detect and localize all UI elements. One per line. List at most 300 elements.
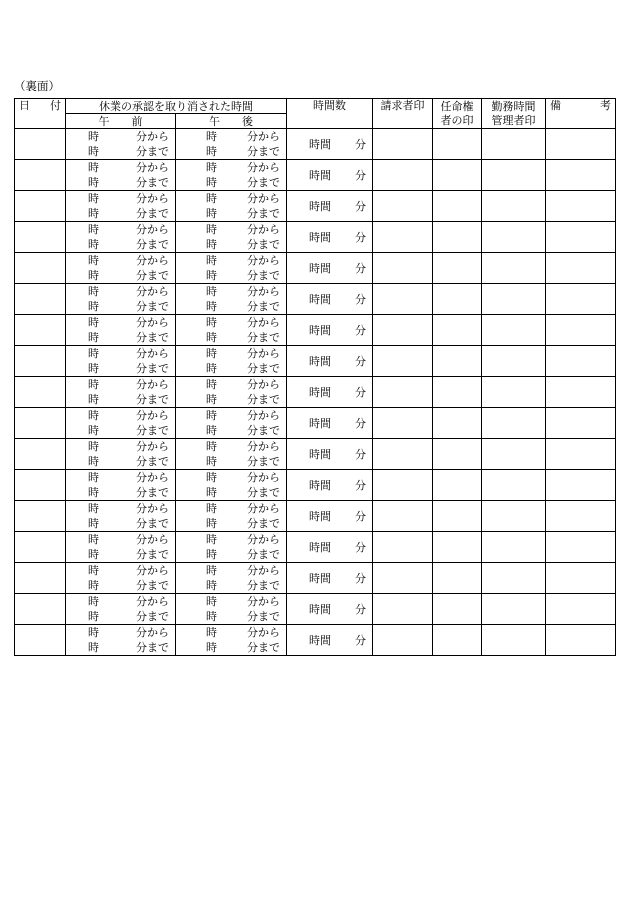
- date-cell[interactable]: [15, 129, 66, 160]
- requester-seal-cell[interactable]: [373, 253, 433, 284]
- pm-time-cell[interactable]: [176, 160, 287, 191]
- am-end-minute-label: 分まで: [136, 269, 169, 282]
- header-appointer-seal-line2: 者の印: [440, 113, 474, 127]
- pm-end-hour-label: 時: [206, 393, 217, 406]
- minutes-label: 分: [355, 571, 366, 585]
- am-start-hour-label: 時: [88, 626, 99, 639]
- pm-time-cell[interactable]: [176, 439, 287, 470]
- pm-end-minute-label: 分まで: [247, 362, 280, 375]
- pm-start-minute-label: 分から: [247, 192, 280, 205]
- am-end-minute-label: 分まで: [136, 176, 169, 189]
- am-start-minute-label: 分から: [136, 502, 169, 515]
- pm-end-hour-label: 時: [206, 486, 217, 499]
- date-cell[interactable]: [15, 253, 66, 284]
- requester-seal-cell[interactable]: [373, 222, 433, 253]
- remarks-cell[interactable]: [546, 594, 616, 625]
- requester-seal-cell[interactable]: [373, 284, 433, 315]
- am-end-minute-label: 分まで: [136, 455, 169, 468]
- am-time-cell[interactable]: [66, 470, 176, 501]
- hours-cell[interactable]: [287, 377, 373, 408]
- header-requester-seal: [373, 99, 433, 129]
- am-end-hour-label: 時: [88, 579, 99, 592]
- table-row: [15, 346, 616, 377]
- header-am-char2: 前: [131, 114, 143, 128]
- am-start-minute-label: 分から: [136, 130, 169, 143]
- am-time-cell[interactable]: [66, 439, 176, 470]
- manager-seal-cell[interactable]: [482, 532, 546, 563]
- appointer-seal-cell[interactable]: [433, 594, 482, 625]
- pm-start-hour-label: 時: [206, 533, 217, 546]
- am-end-minute-label: 分まで: [136, 641, 169, 654]
- am-end-minute-label: 分まで: [136, 393, 169, 406]
- table-row: [15, 129, 616, 160]
- pm-end-minute-label: 分まで: [247, 455, 280, 468]
- date-cell[interactable]: [15, 377, 66, 408]
- am-time-cell[interactable]: [66, 377, 176, 408]
- manager-seal-cell[interactable]: [482, 346, 546, 377]
- am-start-minute-label: 分から: [136, 223, 169, 236]
- pm-end-hour-label: 時: [206, 424, 217, 437]
- pm-end-hour-label: 時: [206, 579, 217, 592]
- am-end-minute-label: 分まで: [136, 486, 169, 499]
- am-time-cell[interactable]: [66, 408, 176, 439]
- appointer-seal-cell[interactable]: [433, 129, 482, 160]
- am-start-hour-label: 時: [88, 440, 99, 453]
- am-end-hour-label: 時: [88, 486, 99, 499]
- manager-seal-cell[interactable]: [482, 160, 546, 191]
- pm-end-hour-label: 時: [206, 269, 217, 282]
- pm-time-cell[interactable]: [176, 191, 287, 222]
- page-side-label: （裏面）: [14, 79, 60, 93]
- pm-start-minute-label: 分から: [247, 161, 280, 174]
- hours-label: 時間: [309, 323, 331, 337]
- appointer-seal-cell[interactable]: [433, 222, 482, 253]
- am-start-hour-label: 時: [88, 285, 99, 298]
- pm-start-hour-label: 時: [206, 502, 217, 515]
- pm-end-hour-label: 時: [206, 455, 217, 468]
- manager-seal-cell[interactable]: [482, 470, 546, 501]
- am-end-minute-label: 分まで: [136, 145, 169, 158]
- hours-cell[interactable]: [287, 253, 373, 284]
- table-row: [15, 532, 616, 563]
- pm-end-hour-label: 時: [206, 362, 217, 375]
- pm-start-minute-label: 分から: [247, 595, 280, 608]
- hours-cell[interactable]: [287, 532, 373, 563]
- hours-cell[interactable]: [287, 563, 373, 594]
- am-end-hour-label: 時: [88, 517, 99, 530]
- hours-cell[interactable]: [287, 284, 373, 315]
- pm-end-minute-label: 分まで: [247, 486, 280, 499]
- pm-start-hour-label: 時: [206, 285, 217, 298]
- am-start-hour-label: 時: [88, 378, 99, 391]
- pm-start-hour-label: 時: [206, 471, 217, 484]
- remarks-cell[interactable]: [546, 253, 616, 284]
- requester-seal-cell[interactable]: [373, 594, 433, 625]
- appointer-seal-cell[interactable]: [433, 160, 482, 191]
- hours-cell[interactable]: [287, 408, 373, 439]
- am-time-cell[interactable]: [66, 625, 176, 656]
- am-start-hour-label: 時: [88, 502, 99, 515]
- appointer-seal-cell[interactable]: [433, 532, 482, 563]
- pm-end-hour-label: 時: [206, 331, 217, 344]
- header-am-char1: 午: [98, 114, 110, 128]
- pm-time-cell[interactable]: [176, 377, 287, 408]
- manager-seal-cell[interactable]: [482, 594, 546, 625]
- remarks-cell[interactable]: [546, 532, 616, 563]
- appointer-seal-cell[interactable]: [433, 284, 482, 315]
- header-hours: [287, 99, 373, 129]
- remarks-cell[interactable]: [546, 284, 616, 315]
- am-start-hour-label: 時: [88, 595, 99, 608]
- pm-end-minute-label: 分まで: [247, 548, 280, 561]
- appointer-seal-cell[interactable]: [433, 470, 482, 501]
- am-time-cell[interactable]: [66, 346, 176, 377]
- pm-end-hour-label: 時: [206, 207, 217, 220]
- minutes-label: 分: [355, 416, 366, 430]
- date-cell[interactable]: [15, 346, 66, 377]
- table-row: [15, 222, 616, 253]
- am-end-hour-label: 時: [88, 362, 99, 375]
- leave-cancellation-form: [14, 98, 616, 656]
- header-requester-seal-label: 請求者印: [380, 99, 425, 112]
- requester-seal-cell[interactable]: [373, 625, 433, 656]
- manager-seal-cell[interactable]: [482, 501, 546, 532]
- table-row: [15, 470, 616, 501]
- remarks-cell[interactable]: [546, 160, 616, 191]
- am-start-minute-label: 分から: [136, 440, 169, 453]
- am-time-cell[interactable]: [66, 315, 176, 346]
- minutes-label: 分: [355, 633, 366, 647]
- hours-label: 時間: [309, 199, 331, 213]
- pm-time-cell[interactable]: [176, 501, 287, 532]
- pm-start-hour-label: 時: [206, 161, 217, 174]
- requester-seal-cell[interactable]: [373, 315, 433, 346]
- table-row: [15, 315, 616, 346]
- requester-seal-cell[interactable]: [373, 439, 433, 470]
- am-start-minute-label: 分から: [136, 564, 169, 577]
- date-cell[interactable]: [15, 625, 66, 656]
- am-end-minute-label: 分まで: [136, 610, 169, 623]
- pm-start-hour-label: 時: [206, 192, 217, 205]
- hours-cell[interactable]: [287, 470, 373, 501]
- remarks-cell[interactable]: [546, 408, 616, 439]
- pm-start-hour-label: 時: [206, 595, 217, 608]
- minutes-label: 分: [355, 261, 366, 275]
- pm-end-hour-label: 時: [206, 300, 217, 313]
- header-manager-seal: [482, 99, 546, 129]
- hours-cell[interactable]: [287, 129, 373, 160]
- header-appointer-seal-line1: 任命権: [440, 99, 474, 113]
- remarks-cell[interactable]: [546, 439, 616, 470]
- am-end-hour-label: 時: [88, 548, 99, 561]
- minutes-label: 分: [355, 602, 366, 616]
- minutes-label: 分: [355, 354, 366, 368]
- header-pm-char1: 午: [209, 114, 220, 128]
- remarks-cell[interactable]: [546, 129, 616, 160]
- pm-start-hour-label: 時: [206, 440, 217, 453]
- appointer-seal-cell[interactable]: [433, 377, 482, 408]
- appointer-seal-cell[interactable]: [433, 563, 482, 594]
- appointer-seal-cell[interactable]: [433, 439, 482, 470]
- am-start-minute-label: 分から: [136, 595, 169, 608]
- manager-seal-cell[interactable]: [482, 439, 546, 470]
- am-start-minute-label: 分から: [136, 378, 169, 391]
- pm-start-minute-label: 分から: [247, 533, 280, 546]
- am-start-hour-label: 時: [88, 347, 99, 360]
- pm-start-hour-label: 時: [206, 130, 217, 143]
- appointer-seal-cell[interactable]: [433, 346, 482, 377]
- requester-seal-cell[interactable]: [373, 377, 433, 408]
- date-cell[interactable]: [15, 160, 66, 191]
- pm-time-cell[interactable]: [176, 625, 287, 656]
- am-time-cell[interactable]: [66, 284, 176, 315]
- hours-cell[interactable]: [287, 501, 373, 532]
- date-cell[interactable]: [15, 501, 66, 532]
- date-cell[interactable]: [15, 222, 66, 253]
- am-time-cell[interactable]: [66, 594, 176, 625]
- am-start-hour-label: 時: [88, 564, 99, 577]
- am-end-minute-label: 分まで: [136, 331, 169, 344]
- am-time-cell[interactable]: [66, 532, 176, 563]
- table-row: [15, 625, 616, 656]
- manager-seal-cell[interactable]: [482, 377, 546, 408]
- am-start-minute-label: 分から: [136, 347, 169, 360]
- pm-time-cell[interactable]: [176, 253, 287, 284]
- pm-end-minute-label: 分まで: [247, 176, 280, 189]
- manager-seal-cell[interactable]: [482, 315, 546, 346]
- requester-seal-cell[interactable]: [373, 160, 433, 191]
- remarks-cell[interactable]: [546, 346, 616, 377]
- am-start-hour-label: 時: [88, 471, 99, 484]
- hours-cell[interactable]: [287, 346, 373, 377]
- pm-time-cell[interactable]: [176, 563, 287, 594]
- pm-time-cell[interactable]: [176, 222, 287, 253]
- am-start-hour-label: 時: [88, 130, 99, 143]
- pm-time-cell[interactable]: [176, 129, 287, 160]
- pm-start-minute-label: 分から: [247, 347, 280, 360]
- pm-end-minute-label: 分まで: [247, 331, 280, 344]
- hours-cell[interactable]: [287, 625, 373, 656]
- minutes-label: 分: [355, 230, 366, 244]
- pm-start-hour-label: 時: [206, 254, 217, 267]
- minutes-label: 分: [355, 292, 366, 306]
- pm-time-cell[interactable]: [176, 315, 287, 346]
- pm-end-minute-label: 分まで: [247, 238, 280, 251]
- requester-seal-cell[interactable]: [373, 191, 433, 222]
- header-date: [15, 99, 66, 129]
- header-date-char2: 付: [50, 99, 61, 112]
- appointer-seal-cell[interactable]: [433, 191, 482, 222]
- am-time-cell[interactable]: [66, 253, 176, 284]
- am-time-cell[interactable]: [66, 191, 176, 222]
- am-end-minute-label: 分まで: [136, 424, 169, 437]
- header-remarks-char2: 考: [600, 99, 611, 112]
- pm-end-minute-label: 分まで: [247, 300, 280, 313]
- remarks-cell[interactable]: [546, 315, 616, 346]
- hours-cell[interactable]: [287, 594, 373, 625]
- appointer-seal-cell[interactable]: [433, 501, 482, 532]
- am-end-hour-label: 時: [88, 641, 99, 654]
- am-time-cell[interactable]: [66, 129, 176, 160]
- date-cell[interactable]: [15, 315, 66, 346]
- manager-seal-cell[interactable]: [482, 222, 546, 253]
- am-end-minute-label: 分まで: [136, 207, 169, 220]
- table-row: [15, 253, 616, 284]
- header-hours-label: 時間数: [313, 99, 346, 112]
- requester-seal-cell[interactable]: [373, 346, 433, 377]
- date-cell[interactable]: [15, 594, 66, 625]
- date-cell[interactable]: [15, 408, 66, 439]
- pm-start-minute-label: 分から: [247, 502, 280, 515]
- date-cell[interactable]: [15, 191, 66, 222]
- minutes-label: 分: [355, 137, 366, 151]
- pm-end-hour-label: 時: [206, 548, 217, 561]
- am-end-hour-label: 時: [88, 207, 99, 220]
- minutes-label: 分: [355, 540, 366, 554]
- pm-start-minute-label: 分から: [247, 378, 280, 391]
- manager-seal-cell[interactable]: [482, 408, 546, 439]
- hours-label: 時間: [309, 571, 331, 585]
- am-end-hour-label: 時: [88, 269, 99, 282]
- hours-label: 時間: [309, 385, 331, 399]
- am-start-hour-label: 時: [88, 223, 99, 236]
- date-cell[interactable]: [15, 439, 66, 470]
- am-start-hour-label: 時: [88, 409, 99, 422]
- minutes-label: 分: [355, 509, 366, 523]
- am-time-cell[interactable]: [66, 563, 176, 594]
- am-start-minute-label: 分から: [136, 409, 169, 422]
- header-cancelled-time: 休業の承認を取り消された時間: [66, 99, 287, 114]
- am-time-cell[interactable]: [66, 160, 176, 191]
- remarks-cell[interactable]: [546, 191, 616, 222]
- pm-start-minute-label: 分から: [247, 316, 280, 329]
- header-manager-seal-line1: 勤務時間: [491, 99, 536, 113]
- appointer-seal-cell[interactable]: [433, 315, 482, 346]
- appointer-seal-cell[interactable]: [433, 253, 482, 284]
- pm-end-hour-label: 時: [206, 176, 217, 189]
- pm-time-cell[interactable]: [176, 532, 287, 563]
- am-start-minute-label: 分から: [136, 285, 169, 298]
- am-end-minute-label: 分まで: [136, 238, 169, 251]
- requester-seal-cell[interactable]: [373, 563, 433, 594]
- remarks-cell[interactable]: [546, 501, 616, 532]
- pm-end-hour-label: 時: [206, 610, 217, 623]
- hours-label: 時間: [309, 261, 331, 275]
- date-cell[interactable]: [15, 563, 66, 594]
- date-cell[interactable]: [15, 470, 66, 501]
- pm-end-minute-label: 分まで: [247, 517, 280, 530]
- hours-label: 時間: [309, 602, 331, 616]
- pm-start-hour-label: 時: [206, 626, 217, 639]
- am-end-hour-label: 時: [88, 393, 99, 406]
- am-start-minute-label: 分から: [136, 161, 169, 174]
- am-start-hour-label: 時: [88, 254, 99, 267]
- pm-time-cell[interactable]: [176, 594, 287, 625]
- am-start-hour-label: 時: [88, 192, 99, 205]
- appointer-seal-cell[interactable]: [433, 625, 482, 656]
- requester-seal-cell[interactable]: [373, 470, 433, 501]
- requester-seal-cell[interactable]: [373, 532, 433, 563]
- pm-time-cell[interactable]: [176, 346, 287, 377]
- pm-start-minute-label: 分から: [247, 254, 280, 267]
- remarks-cell[interactable]: [546, 470, 616, 501]
- header-am: [66, 114, 176, 129]
- pm-start-hour-label: 時: [206, 347, 217, 360]
- am-time-cell[interactable]: [66, 222, 176, 253]
- pm-start-hour-label: 時: [206, 316, 217, 329]
- table-row: [15, 594, 616, 625]
- am-end-hour-label: 時: [88, 300, 99, 313]
- appointer-seal-cell[interactable]: [433, 408, 482, 439]
- hours-cell[interactable]: [287, 191, 373, 222]
- hours-label: 時間: [309, 447, 331, 461]
- header-pm: [176, 114, 287, 129]
- table-row: [15, 160, 616, 191]
- hours-cell[interactable]: [287, 222, 373, 253]
- hours-label: 時間: [309, 416, 331, 430]
- am-start-hour-label: 時: [88, 533, 99, 546]
- manager-seal-cell[interactable]: [482, 191, 546, 222]
- am-start-minute-label: 分から: [136, 316, 169, 329]
- pm-end-minute-label: 分まで: [247, 610, 280, 623]
- hours-cell[interactable]: [287, 439, 373, 470]
- date-cell[interactable]: [15, 284, 66, 315]
- remarks-cell[interactable]: [546, 625, 616, 656]
- pm-time-cell[interactable]: [176, 470, 287, 501]
- am-end-hour-label: 時: [88, 455, 99, 468]
- hours-cell[interactable]: [287, 160, 373, 191]
- remarks-cell[interactable]: [546, 222, 616, 253]
- remarks-cell[interactable]: [546, 377, 616, 408]
- am-start-minute-label: 分から: [136, 254, 169, 267]
- minutes-label: 分: [355, 385, 366, 399]
- am-time-cell[interactable]: [66, 501, 176, 532]
- header-pm-char2: 後: [242, 114, 253, 128]
- pm-end-minute-label: 分まで: [247, 207, 280, 220]
- remarks-cell[interactable]: [546, 563, 616, 594]
- am-end-minute-label: 分まで: [136, 300, 169, 313]
- pm-start-hour-label: 時: [206, 378, 217, 391]
- manager-seal-cell[interactable]: [482, 129, 546, 160]
- manager-seal-cell[interactable]: [482, 284, 546, 315]
- date-cell[interactable]: [15, 532, 66, 563]
- minutes-label: 分: [355, 478, 366, 492]
- pm-end-minute-label: 分まで: [247, 269, 280, 282]
- pm-time-cell[interactable]: [176, 408, 287, 439]
- table-row: [15, 284, 616, 315]
- requester-seal-cell[interactable]: [373, 408, 433, 439]
- pm-start-minute-label: 分から: [247, 440, 280, 453]
- pm-end-hour-label: 時: [206, 145, 217, 158]
- hours-cell[interactable]: [287, 315, 373, 346]
- header-date-char1: 日: [19, 99, 30, 112]
- pm-start-minute-label: 分から: [247, 409, 280, 422]
- requester-seal-cell[interactable]: [373, 501, 433, 532]
- minutes-label: 分: [355, 447, 366, 461]
- pm-start-minute-label: 分から: [247, 471, 280, 484]
- am-start-minute-label: 分から: [136, 192, 169, 205]
- manager-seal-cell[interactable]: [482, 563, 546, 594]
- manager-seal-cell[interactable]: [482, 253, 546, 284]
- requester-seal-cell[interactable]: [373, 129, 433, 160]
- am-start-minute-label: 分から: [136, 626, 169, 639]
- manager-seal-cell[interactable]: [482, 625, 546, 656]
- hours-label: 時間: [309, 168, 331, 182]
- pm-end-hour-label: 時: [206, 238, 217, 251]
- pm-start-minute-label: 分から: [247, 285, 280, 298]
- table-row: [15, 408, 616, 439]
- pm-time-cell[interactable]: [176, 284, 287, 315]
